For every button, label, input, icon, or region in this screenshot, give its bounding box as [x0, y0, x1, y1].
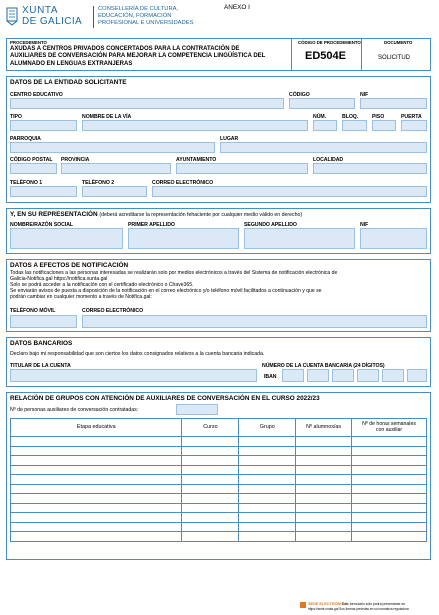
notification-title: DATOS A EFECTOS DE NOTIFICACIÓN	[10, 262, 129, 269]
table-row	[11, 494, 427, 504]
table-row	[11, 437, 427, 447]
procedure-divider-2	[361, 38, 362, 71]
document-type: SOLICITUD	[378, 55, 411, 61]
col-course: Curso	[182, 419, 239, 437]
place-field[interactable]	[220, 142, 427, 153]
table-cell[interactable]	[352, 446, 427, 456]
label-rep-name: NOMBRE/RAZÓN SOCIAL	[10, 222, 74, 228]
table-cell[interactable]	[182, 456, 239, 466]
label-place: LUGAR	[220, 136, 239, 142]
table-cell[interactable]	[352, 456, 427, 466]
rep-name-field[interactable]	[10, 228, 123, 249]
notification-line: Todas las notificaciones a las personas interesadas se realizarán solo por medios electrónicos a través del Sistema de notificación electrónica de	[10, 270, 338, 276]
rep-surname1-field[interactable]	[128, 228, 239, 249]
notification-line: Galicia-Notifica.gal https://notifica.xunta.gal	[10, 276, 108, 283]
sede-label: SEDE ELECTRÓNICA	[308, 602, 347, 606]
council-field[interactable]	[176, 163, 308, 174]
table-cell[interactable]	[11, 465, 182, 475]
groups-title: RELACIÓN DE GRUPOS CON ATENCIÓN DE AUXILIARES DE CONVERSACIÓN EN EL CURSO 2022/23	[10, 395, 320, 402]
table-cell[interactable]	[296, 475, 352, 485]
label-centre: CENTRO EDUCATIVO	[10, 92, 63, 98]
label-phone2: TELÉFONO 2	[82, 180, 115, 186]
centre-field[interactable]	[10, 98, 284, 109]
table-cell[interactable]	[239, 456, 296, 466]
table-cell[interactable]	[182, 503, 239, 513]
footer	[300, 601, 436, 613]
code-field[interactable]	[289, 98, 355, 109]
rep-nif-field[interactable]	[360, 228, 427, 249]
label-rep-surname1: PRIMER APELLIDO	[128, 222, 175, 228]
postal-field[interactable]	[10, 163, 57, 174]
label-mobile: TELÉFONO MÓVIL	[10, 308, 56, 314]
table-cell[interactable]	[239, 465, 296, 475]
table-row	[11, 456, 427, 466]
label-block: BLOQ.	[342, 114, 359, 120]
mobile-field[interactable]	[10, 315, 77, 328]
label-parish: PARROQUIA	[10, 136, 41, 142]
table-cell[interactable]	[239, 446, 296, 456]
table-cell[interactable]	[352, 532, 427, 542]
table-cell[interactable]	[182, 446, 239, 456]
door-field[interactable]	[401, 120, 427, 131]
table-cell[interactable]	[239, 494, 296, 504]
label-type: TIPO	[10, 114, 22, 120]
table-row	[11, 446, 427, 456]
table-cell[interactable]	[11, 522, 182, 532]
assistants-count-label: Nº de personas auxiliares de conversación contratadas:	[10, 407, 139, 413]
table-cell[interactable]	[296, 484, 352, 494]
table-cell[interactable]	[352, 522, 427, 532]
account-field-3[interactable]	[332, 369, 354, 382]
account-field-5[interactable]	[382, 369, 404, 382]
locality-field[interactable]	[313, 163, 427, 174]
notification-line: podrán cambiar en cualquier momento a través de Notifica.gal:	[10, 294, 152, 301]
procedure-divider-1	[291, 38, 292, 71]
table-cell[interactable]	[182, 494, 239, 504]
procedure-title-line: ALUMNADO EN LENGUAS EXTRANJERAS	[10, 60, 133, 67]
col-hours: Nº de horas semanales con auxiliar	[352, 419, 427, 437]
table-cell[interactable]	[239, 522, 296, 532]
street-field[interactable]	[82, 120, 308, 131]
sede-icon	[300, 602, 306, 608]
table-row	[11, 532, 427, 542]
procedure-title	[10, 46, 265, 68]
rep-surname2-field[interactable]	[244, 228, 355, 249]
annex-label: ANEXO I	[224, 4, 250, 11]
table-cell[interactable]	[11, 513, 182, 523]
footer-note-line2: https://sede.xunta.gal Sus formas previstas en su normativa reguladora	[308, 607, 409, 611]
table-cell[interactable]	[352, 484, 427, 494]
bank-title: DATOS BANCARIOS	[10, 340, 73, 347]
iban-label: IBAN	[264, 374, 277, 380]
table-cell[interactable]	[11, 494, 182, 504]
label-notif-email: CORREO ELECTRÓNICO	[82, 308, 144, 314]
label-rep-nif: NIF	[360, 222, 369, 228]
procedure-title-line: AUXILIARES DE CONVERSACIÓN PARA MEJORAR LA COMPETENCIA LINGÜÍSTICA DEL	[10, 53, 266, 60]
table-cell[interactable]	[239, 503, 296, 513]
procedure-code-label: CÓDIGO DE PROCEDEMENTO	[298, 40, 361, 45]
table-cell[interactable]	[182, 465, 239, 475]
table-cell[interactable]	[11, 484, 182, 494]
nif-field[interactable]	[360, 98, 427, 109]
table-cell[interactable]	[352, 503, 427, 513]
table-cell[interactable]	[296, 437, 352, 447]
table-row	[11, 484, 427, 494]
table-row	[11, 522, 427, 532]
col-students: Nº alumnos/as	[296, 419, 352, 437]
floor-field[interactable]	[372, 120, 396, 131]
account-field-6[interactable]	[407, 369, 427, 382]
table-cell[interactable]	[296, 465, 352, 475]
department-line: CONSELLERÍA DE CULTURA,	[98, 6, 179, 12]
bank-statement: Declaro bajo mi responsabilidad que son ciertos los datos consignados relativos a la cuenta bancaria indicada.	[10, 351, 265, 357]
table-cell[interactable]	[296, 513, 352, 523]
account-field-2[interactable]	[307, 369, 329, 382]
label-code: CÓDIGO	[289, 92, 310, 98]
department-line: EDUCACIÓN, FORMACIÓN	[98, 13, 172, 20]
table-cell[interactable]	[296, 446, 352, 456]
type-field[interactable]	[10, 120, 77, 131]
label-account: NÚMERO DE LA CUENTA BANCARIA (24 DÍGITOS)	[262, 363, 385, 369]
table-cell[interactable]	[296, 522, 352, 532]
parish-field[interactable]	[10, 142, 215, 153]
account-field-1[interactable]	[282, 369, 304, 382]
phone2-field[interactable]	[82, 186, 147, 197]
label-province: PROVINCIA	[61, 157, 90, 163]
label-holder: TITULAR DE LA CUENTA	[10, 363, 71, 369]
table-cell[interactable]	[11, 446, 182, 456]
account-field-4[interactable]	[357, 369, 379, 382]
footer-note-line1: Este formulario sólo podrá presentarse en	[342, 602, 406, 606]
galicia-emblem-icon	[6, 7, 18, 26]
notification-line: Se enviarán avisos de puesta a disposición de la notificación en el correo electrónico y/o teléfono móvil facilitados a continuación y que se	[10, 288, 322, 295]
procedure-label: PROCEDEMENTO	[10, 40, 47, 45]
label-email: CORREO ELECTRÓNICO	[152, 180, 214, 186]
province-field[interactable]	[61, 163, 171, 174]
table-cell[interactable]	[239, 532, 296, 542]
col-stage: Etapa educativa	[11, 419, 182, 437]
org-name-line2: DE GALICIA	[22, 16, 83, 27]
email-field[interactable]	[152, 186, 427, 197]
table-cell[interactable]	[11, 437, 182, 447]
table-row	[11, 465, 427, 475]
representative-title-text: Y, EN SU REPRESENTACIÓN	[10, 211, 98, 218]
table-cell[interactable]	[352, 513, 427, 523]
table-cell[interactable]	[239, 513, 296, 523]
table-row	[11, 513, 427, 523]
table-cell[interactable]	[11, 532, 182, 542]
label-num: NÚM.	[313, 114, 327, 120]
table-cell[interactable]	[352, 437, 427, 447]
table-cell[interactable]	[296, 532, 352, 542]
table-row	[11, 475, 427, 485]
table-cell[interactable]	[239, 484, 296, 494]
table-cell[interactable]	[296, 456, 352, 466]
table-cell[interactable]	[352, 465, 427, 475]
block-field[interactable]	[342, 120, 367, 131]
notification-line: Solo se podrá acceder a la notificación con el certificado electrónico o Chave365.	[10, 282, 194, 289]
xunta-logo	[6, 5, 86, 29]
table-cell[interactable]	[182, 532, 239, 542]
num-field[interactable]	[313, 120, 337, 131]
table-cell[interactable]	[182, 522, 239, 532]
label-postal: CÓDIGO POSTAL	[10, 157, 53, 163]
label-nif: NIF	[360, 92, 369, 98]
assistants-count-field[interactable]	[176, 404, 218, 415]
header-divider	[93, 6, 94, 28]
label-door: PUERTA	[401, 114, 422, 120]
table-cell[interactable]	[296, 494, 352, 504]
label-council: AYUNTAMIENTO	[176, 157, 217, 163]
entity-section-title: DATOS DE LA ENTIDAD SOLICITANTE	[10, 79, 127, 86]
label-locality: LOCALIDAD	[313, 157, 344, 163]
representative-title-note: (deberá acreditarse la representación fehaciente por cualquier medio válido en derecho)	[99, 212, 303, 218]
org-name-line1: XUNTA	[22, 5, 59, 16]
label-floor: PISO	[372, 114, 385, 120]
procedure-code: ED504E	[305, 50, 346, 62]
notif-email-field[interactable]	[82, 315, 427, 328]
document-label: DOCUMENTO	[384, 40, 413, 45]
groups-table-header	[11, 419, 427, 437]
groups-table	[10, 418, 427, 542]
table-cell[interactable]	[11, 456, 182, 466]
table-cell[interactable]	[352, 475, 427, 485]
col-group: Grupo	[239, 419, 296, 437]
representative-title	[10, 211, 302, 218]
phone1-field[interactable]	[10, 186, 77, 197]
table-cell[interactable]	[352, 494, 427, 504]
table-row	[11, 503, 427, 513]
notification-text	[10, 270, 337, 300]
label-phone1: TELÉFONO 1	[10, 180, 43, 186]
table-cell[interactable]	[296, 503, 352, 513]
table-cell[interactable]	[11, 503, 182, 513]
table-cell[interactable]	[239, 437, 296, 447]
department-name	[98, 6, 193, 28]
procedure-title-line: AXUDAS A CENTROS PRIVADOS CONCERTADOS PARA LA CONTRATACIÓN DE	[10, 46, 240, 52]
table-cell[interactable]	[182, 513, 239, 523]
table-cell[interactable]	[182, 475, 239, 485]
table-cell[interactable]	[239, 475, 296, 485]
department-line: PROFESIONAL E UNIVERSIDADES	[98, 20, 194, 27]
table-cell[interactable]	[11, 475, 182, 485]
holder-field[interactable]	[10, 369, 257, 382]
label-rep-surname2: SEGUNDO APELLIDO	[244, 222, 297, 228]
table-cell[interactable]	[182, 484, 239, 494]
label-street: NOMBRE DE LA VÍA	[82, 114, 132, 120]
table-cell[interactable]	[182, 437, 239, 447]
